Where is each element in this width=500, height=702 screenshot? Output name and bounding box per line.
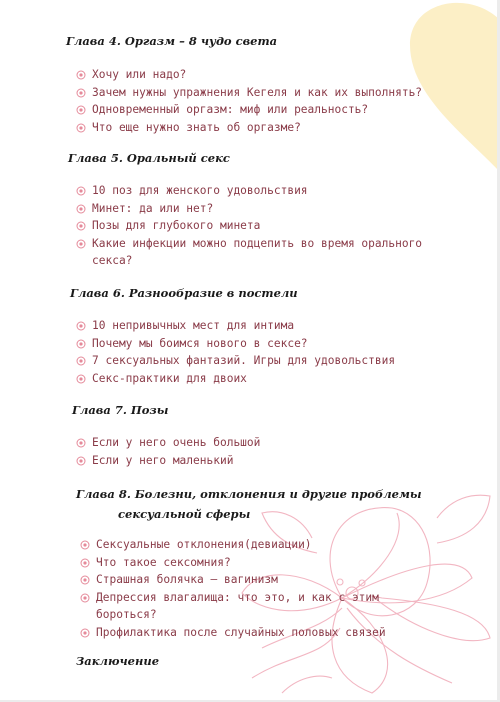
list-item-text: 10 непривычных мест для интима	[92, 319, 295, 332]
list-item	[76, 452, 476, 470]
flower-bullet-icon	[80, 628, 90, 638]
list-item-text: 10 поз для женского удовольствия	[92, 184, 308, 197]
list-item	[76, 217, 456, 235]
list-item	[76, 434, 476, 452]
chapter-7-list	[76, 434, 476, 469]
list-item-text: Страшная болячка – вагинизм	[96, 573, 278, 586]
list-item	[80, 536, 440, 554]
list-item-text: Что еще нужно знать об оргазме?	[92, 120, 301, 134]
flower-bullet-icon	[76, 88, 86, 98]
list-item	[76, 370, 476, 388]
flower-bullet-icon	[76, 438, 86, 448]
chapter-6-title: Глава 6. Разнообразие в постели	[70, 286, 298, 300]
list-item-text: Что такое сексомния?	[96, 555, 231, 569]
list-item	[76, 235, 456, 270]
flower-bullet-icon	[80, 593, 90, 603]
list-item	[80, 571, 440, 589]
flower-bullet-icon	[76, 456, 86, 466]
flower-bullet-icon	[76, 339, 86, 349]
chapter-5-title: Глава 5. Оральный секс	[68, 151, 230, 165]
chapter-4-list	[76, 66, 476, 136]
list-item-text: Зачем нужны упражнения Кегеля и как их выполнять?	[92, 85, 423, 99]
list-item-text: Сексуальные отклонения(девиации)	[96, 538, 312, 551]
flower-bullet-icon	[76, 321, 86, 331]
conclusion-title: Заключение	[76, 654, 160, 668]
flower-bullet-icon	[76, 356, 86, 366]
list-item-text: Какие инфекции можно подцепить во время орального секса?	[92, 236, 423, 267]
list-item	[76, 101, 476, 119]
list-item-text: Если у него очень большой	[92, 436, 261, 449]
list-item	[80, 554, 440, 572]
flower-bullet-icon	[76, 123, 86, 133]
flower-bullet-icon	[80, 575, 90, 585]
list-item-text: Секс-практики для двоих	[92, 371, 247, 385]
chapter-6-list	[76, 317, 476, 387]
list-item-text: 7 сексуальных фантазий. Игры для удовольствия	[92, 354, 396, 367]
flower-bullet-icon	[76, 105, 86, 115]
flower-bullet-icon	[76, 204, 86, 214]
flower-bullet-icon	[76, 221, 86, 231]
flower-bullet-icon	[76, 239, 86, 249]
chapter-4-title: Глава 4. Оргазм – 8 чудо света	[66, 34, 278, 48]
list-item	[76, 66, 476, 84]
chapter-8-list	[80, 536, 440, 641]
flower-bullet-icon	[80, 540, 90, 550]
flower-bullet-icon	[76, 70, 86, 80]
list-item	[76, 182, 456, 200]
list-item	[76, 200, 456, 218]
list-item-text: Если у него маленький	[92, 453, 234, 467]
chapter-7-title: Глава 7. Позы	[72, 403, 169, 417]
chapter-8-title	[76, 487, 422, 521]
chapter-5-list	[76, 182, 456, 270]
list-item	[80, 624, 440, 642]
list-item	[76, 352, 476, 370]
list-item-text: Минет: да или нет?	[92, 201, 214, 215]
list-item	[76, 317, 476, 335]
flower-bullet-icon	[76, 374, 86, 384]
chapter-8-title-line1: Глава 8. Болезни, отклонения и другие проблемы	[76, 487, 422, 501]
list-item-text: Депрессия влагалища: что это, и как с этим бороться?	[96, 590, 379, 621]
list-item	[80, 589, 440, 624]
list-item-text: Профилактика после случайных половых связей	[96, 625, 386, 639]
chapter-8-title-line2: сексуальной сферы	[118, 507, 251, 521]
list-item-text: Почему мы боимся нового в сексе?	[92, 336, 308, 350]
list-item	[76, 335, 476, 353]
list-item-text: Одновременный оргазм: миф или реальность?	[92, 103, 369, 116]
list-item	[76, 119, 476, 137]
list-item-text: Хочу или надо?	[92, 68, 187, 81]
list-item	[76, 84, 476, 102]
flower-bullet-icon	[76, 186, 86, 196]
list-item-text: Позы для глубокого минета	[92, 219, 261, 232]
flower-bullet-icon	[80, 558, 90, 568]
